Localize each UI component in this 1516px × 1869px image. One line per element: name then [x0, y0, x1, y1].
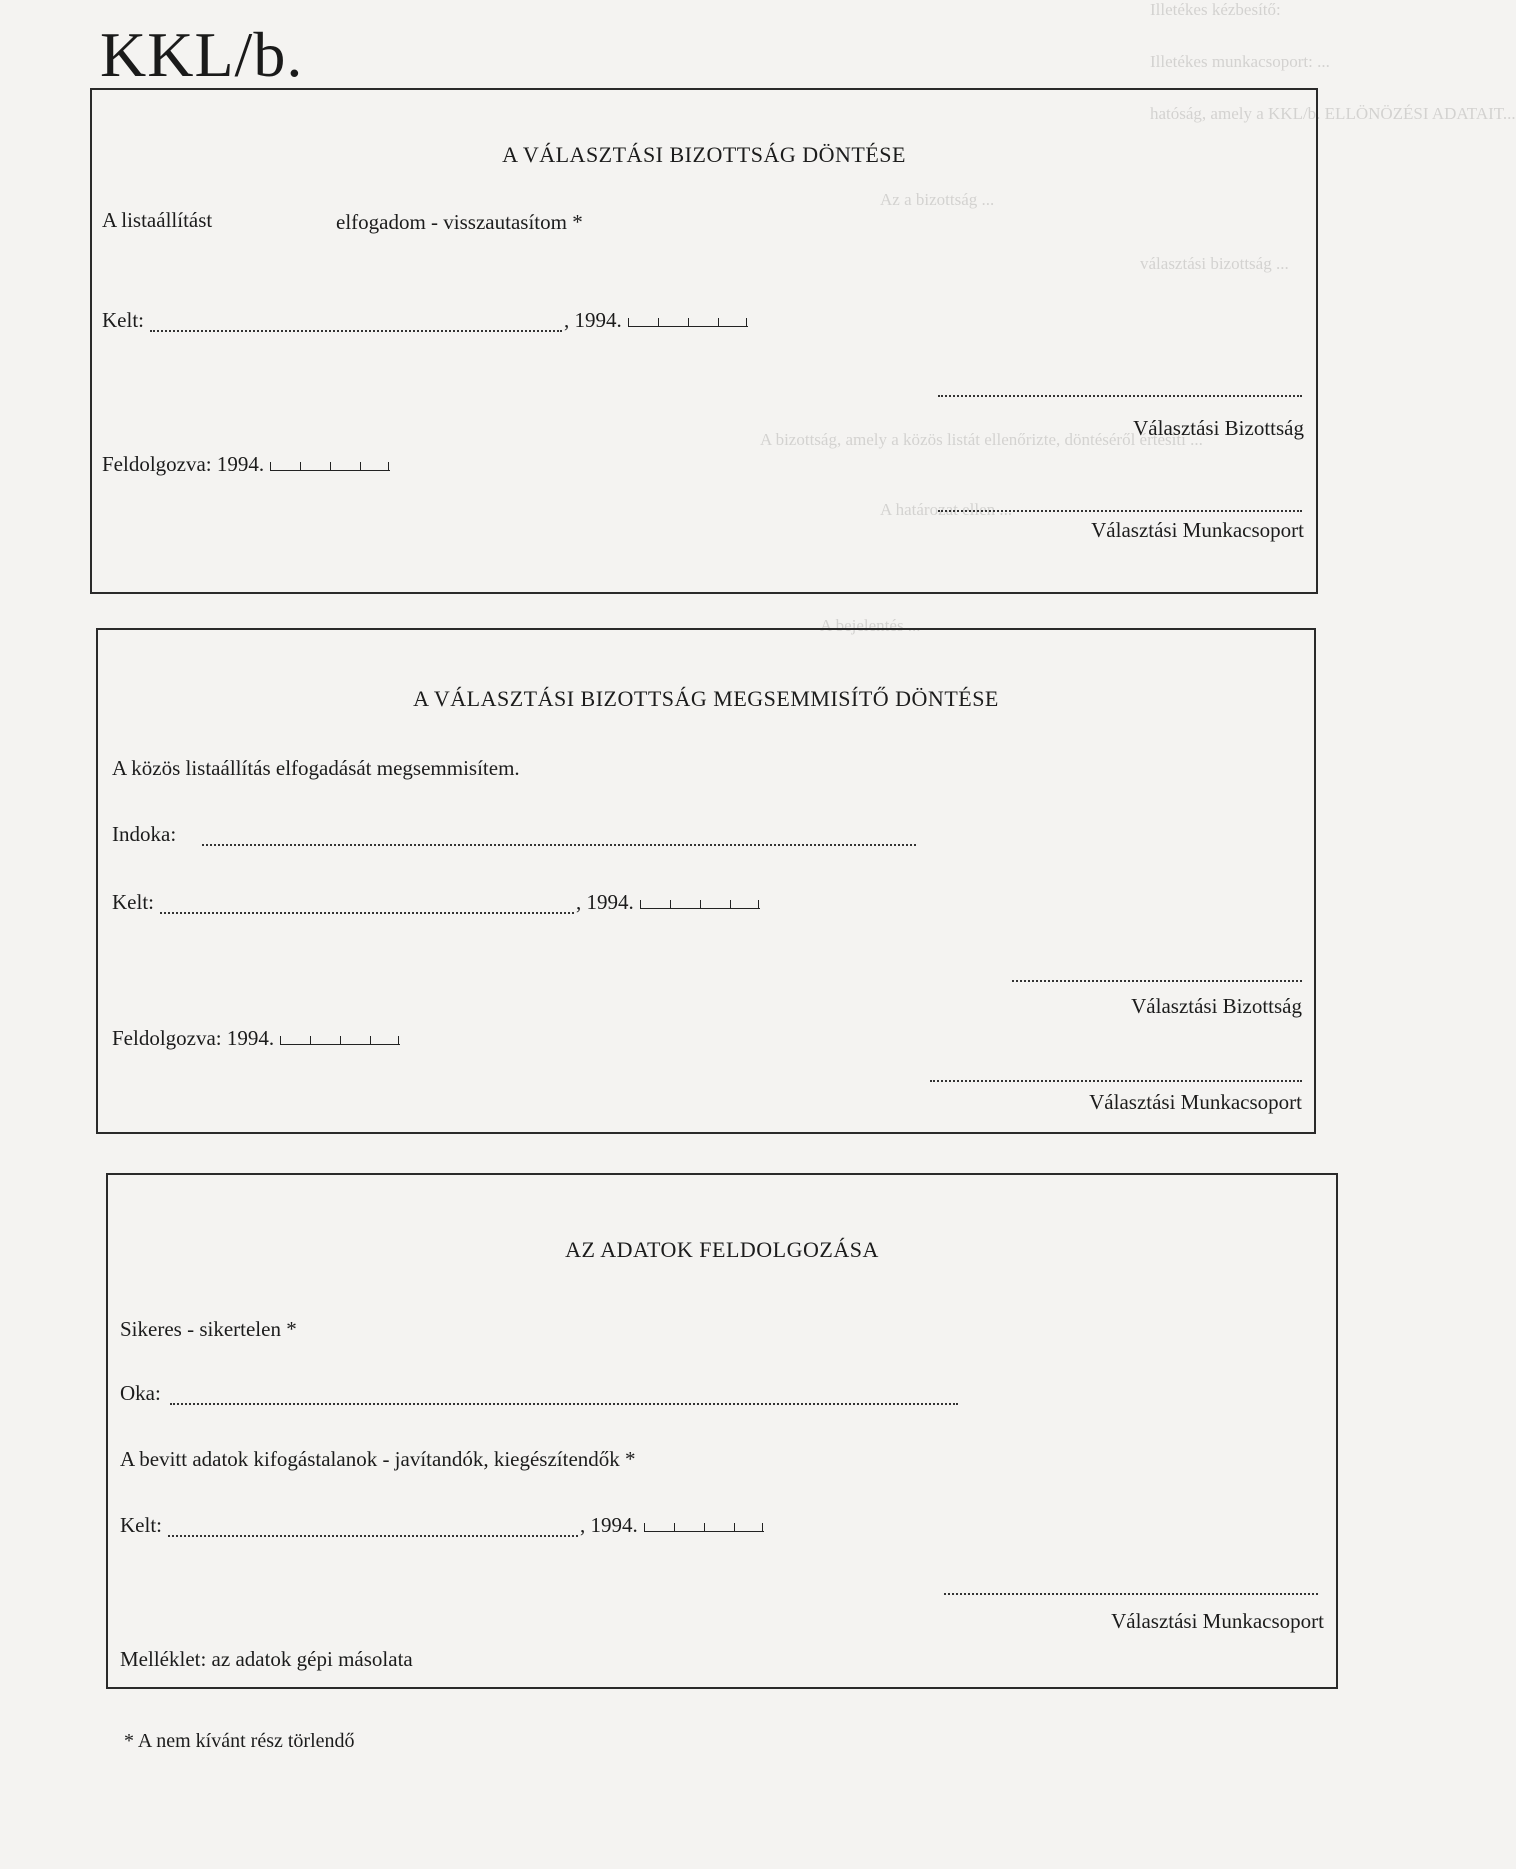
workgroup-signature-label: Választási Munkacsoport — [1091, 518, 1304, 542]
annulment-statement: A közös listaállítás elfogadását megsemmisítem. — [112, 756, 520, 780]
processed-row — [112, 1026, 400, 1051]
section-heading: AZ ADATOK FELDOLGOZÁSA — [565, 1237, 879, 1262]
bleed-through-line: A határozat ellen ... — [880, 500, 1013, 519]
bleed-through-line: választási bizottság ... — [1140, 254, 1289, 273]
decision-options[interactable]: elfogadom - visszautasítom * — [336, 210, 583, 234]
date-digit-boxes[interactable] — [628, 315, 748, 327]
annulment-decision-box — [96, 628, 1316, 1134]
decision-label: A listaállítást — [102, 208, 213, 232]
committee-decision-box — [90, 88, 1318, 594]
date-year — [580, 1513, 764, 1538]
date-label: Kelt: — [112, 890, 154, 914]
year-text: , 1994. — [580, 1513, 638, 1537]
date-place-field[interactable] — [168, 1535, 578, 1537]
workgroup-signature-label: Választási Munkacsoport — [1089, 1090, 1302, 1114]
processed-digit-boxes[interactable] — [280, 1033, 400, 1045]
year-text: , 1994. — [564, 308, 622, 332]
reason-label: Indoka: — [112, 822, 177, 846]
committee-signature-line[interactable] — [938, 395, 1302, 397]
cause-label: Oka: — [120, 1381, 161, 1405]
bleed-through-line: Illetékes kézbesítő: — [1150, 0, 1281, 19]
bleed-through-line: hatóság, amely a KKL/b. ELLÖNÖZÉSI ADATAIT... — [1150, 104, 1516, 123]
date-place-field[interactable] — [150, 330, 562, 332]
reason-field[interactable] — [202, 844, 916, 846]
date-row — [102, 308, 144, 333]
bleed-through-line: A bejelentés ... — [820, 616, 921, 635]
form-code: KKL/b. — [100, 19, 304, 90]
processed-label: Feldolgozva: 1994. — [102, 452, 265, 476]
committee-signature-label: Választási Bizottság — [1133, 416, 1304, 440]
date-label: Kelt: — [102, 308, 144, 332]
workgroup-signature-label: Választási Munkacsoport — [1111, 1609, 1324, 1633]
date-year — [576, 890, 760, 915]
committee-signature-line[interactable] — [1012, 980, 1302, 982]
date-digit-boxes[interactable] — [644, 1520, 764, 1532]
bleed-through-line: A bizottság, amely a közös listát ellenőrizte, döntéséről értesíti ... — [760, 430, 1203, 449]
attachment-note: Melléklet: az adatok gépi másolata — [120, 1647, 413, 1671]
data-status-options[interactable]: A bevitt adatok kifogástalanok - javítandók, kiegészítendők * — [120, 1447, 636, 1471]
workgroup-signature-line[interactable] — [938, 510, 1302, 512]
processed-row — [102, 452, 390, 477]
committee-signature-label: Választási Bizottság — [1131, 994, 1302, 1018]
footnote: * A nem kívánt rész törlendő — [124, 1730, 355, 1752]
section-heading: A VÁLASZTÁSI BIZOTTSÁG MEGSEMMISÍTŐ DÖNTÉSE — [413, 686, 999, 711]
workgroup-signature-line[interactable] — [944, 1593, 1318, 1595]
data-processing-box — [106, 1173, 1338, 1689]
date-digit-boxes[interactable] — [640, 897, 760, 909]
workgroup-signature-line[interactable] — [930, 1080, 1302, 1082]
processed-label: Feldolgozva: 1994. — [112, 1026, 275, 1050]
bleed-through-line: Illetékes munkacsoport: ... — [1150, 52, 1330, 71]
bleed-through-line: Az a bizottság ... — [880, 190, 995, 209]
date-year — [564, 308, 748, 333]
date-place-field[interactable] — [160, 912, 574, 914]
cause-field[interactable] — [170, 1403, 958, 1405]
result-options[interactable]: Sikeres - sikertelen * — [120, 1317, 297, 1341]
date-label: Kelt: — [120, 1513, 162, 1537]
section-heading: A VÁLASZTÁSI BIZOTTSÁG DÖNTÉSE — [502, 142, 906, 167]
processed-digit-boxes[interactable] — [270, 459, 390, 471]
year-text: , 1994. — [576, 890, 634, 914]
